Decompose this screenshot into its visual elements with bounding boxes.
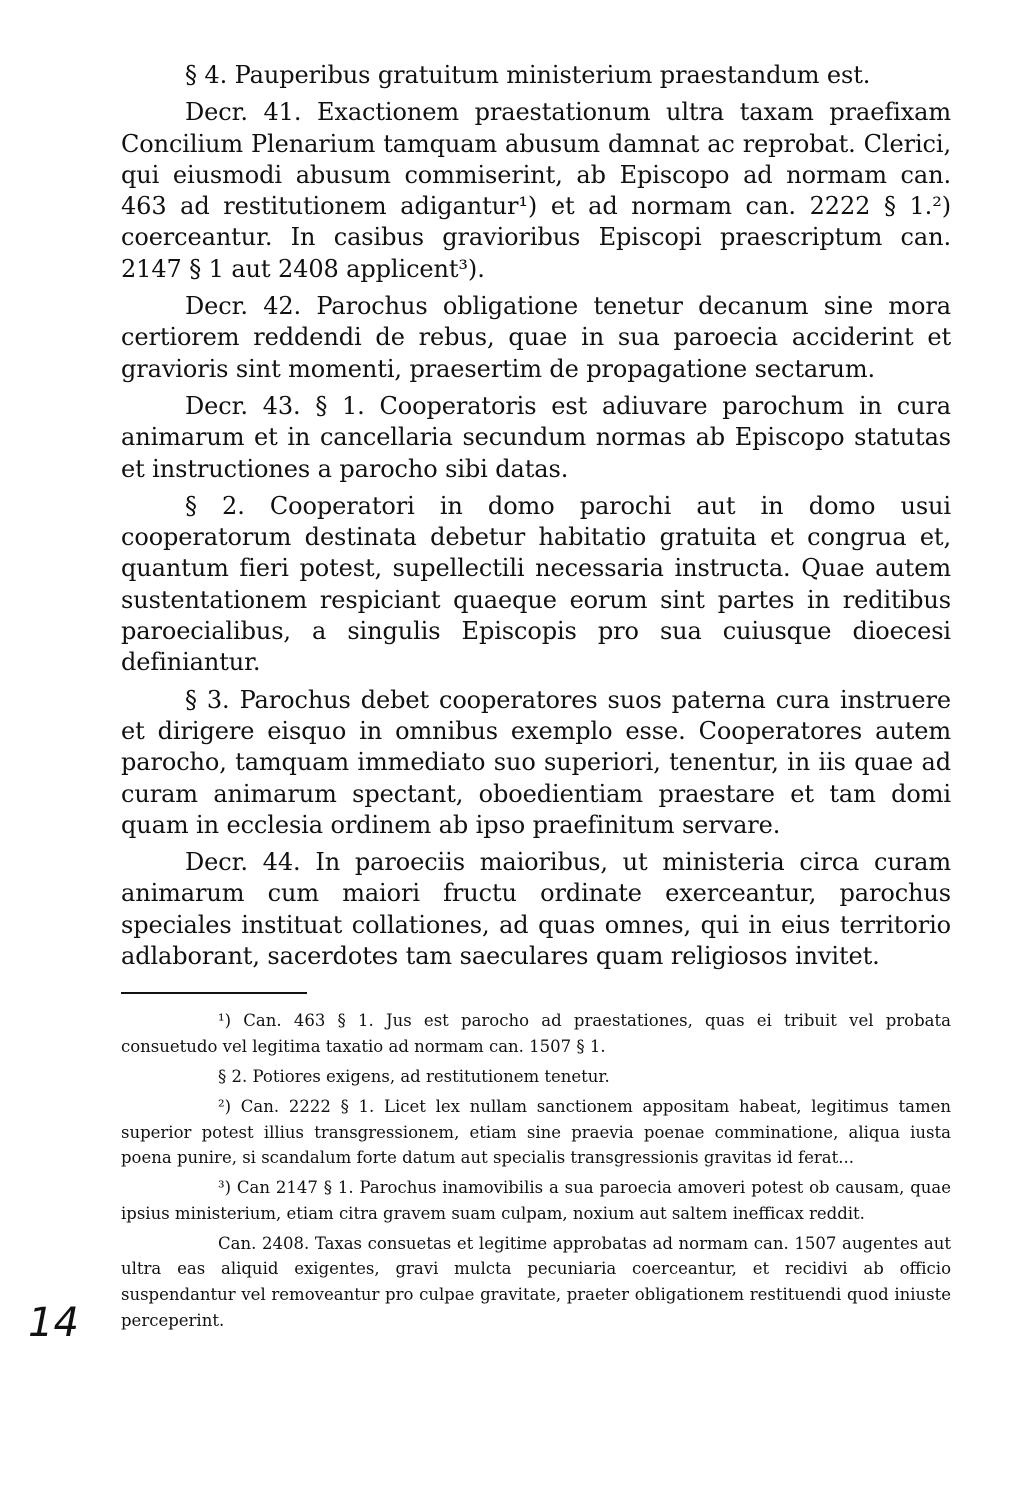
- paragraph-decr-42: Decr. 42. Parochus obligatione tenetur decanum sine mora certiorem reddendi de rebus, quae in sua paroecia acciderint et gravioris sint momenti, praesertim de propagatione sectarum.: [121, 292, 951, 383]
- paragraph-decr-44: Decr. 44. In paroeciis maioribus, ut ministeria circa curam animarum cum maiori fructu ordinate exerceantur, parochus speciales instituat collationes, ad quas omnes, qui in eius territorio adlaborant, sacerdotes tam saeculares quam religiosos invitet.: [121, 848, 951, 971]
- page: [121, 60, 951, 1334]
- paragraph: § 4. Pauperibus gratuitum ministerium praestandum est.: [185, 61, 871, 89]
- paragraph-decr-41: Decr. 41. Exactionem praestationum ultra taxam praefixam Concilium Plenarium tamquam abusum damnat ac reprobat. Clerici, qui eiusmodi abusum commiserint, ab Episcopo ad normam can. 463 ad restitutionem adigantur¹) et ad normam can. 2222 § 1.²) coerceantur. In casibus gravioribus Episcopi praescriptum can. 2147 § 1 aut 2408 applicent³).: [121, 98, 951, 283]
- main-text: [121, 60, 951, 972]
- footnote-1: ¹) Can. 463 § 1. Jus est parocho ad praestationes, quas ei tribuit vel probata consuetudo vel legitima taxatio ad normam can. 1507 § 1.: [121, 1011, 951, 1057]
- paragraph-decr-43: Decr. 43. § 1. Cooperatoris est adiuvare parochum in cura animarum et in cancellaria secundum normas ab Episcopo statutas et instructiones a parocho sibi datas.: [121, 391, 951, 483]
- footnote-3: ³) Can 2147 § 1. Parochus inamovibilis a sua paroecia amoveri potest ob causam, quae ipsius ministerium, etiam citra gravem suam culpam, noxium aut saltem inefficax reddit.: [121, 1178, 951, 1223]
- paragraph-section-2: § 2. Cooperatori in domo parochi aut in domo usui cooperatorum destinata debetur habitatio gratuita et congrua et, quantum fieri potest, supellectili necessaria instructa. Quae autem sustentationem respiciant quaeque eorum sint partes in reditibus paroecialibus, a singulis Episcopis pro sua cuiusque dioecesi definiantur.: [121, 491, 951, 677]
- footnote-separator: [121, 992, 307, 994]
- footnote-1-continued: § 2. Potiores exigens, ad restitutionem tenetur.: [218, 1066, 610, 1086]
- footnote-3-continued: Can. 2408. Taxas consuetas et legitime approbatas ad normam can. 1507 augentes aut ultra eas aliquid exigentes, gravi mulcta pecuniaria coerceantur, et recidivi ab officio suspendantur vel removeantur pro culpae gravitate, praeter obligationem restituendi quod iniuste perceperint.: [121, 1233, 951, 1331]
- footnote-2: ²) Can. 2222 § 1. Licet lex nullam sanctionem appositam habeat, legitimus tamen superior potest illius transgressionem, etiam sine praevia poenae comminatione, aliqua iusta poena punire, si scandalum forte datum aut specialis transgressionis gravitas id ferat...: [121, 1096, 951, 1168]
- paragraph-section-3: § 3. Parochus debet cooperatores suos paterna cura instruere et dirigere eisquo in omnibus exemplo esse. Cooperatores autem parocho, tamquam immediato suo superiori, tenentur, in iis quae ad curam animarum spectant, oboedientiam praestare et tam domi quam in ecclesia ordinem ab ipso praefinitum servare.: [121, 685, 951, 839]
- footnotes: [121, 1008, 951, 1334]
- page-number: 14: [28, 1300, 79, 1346]
